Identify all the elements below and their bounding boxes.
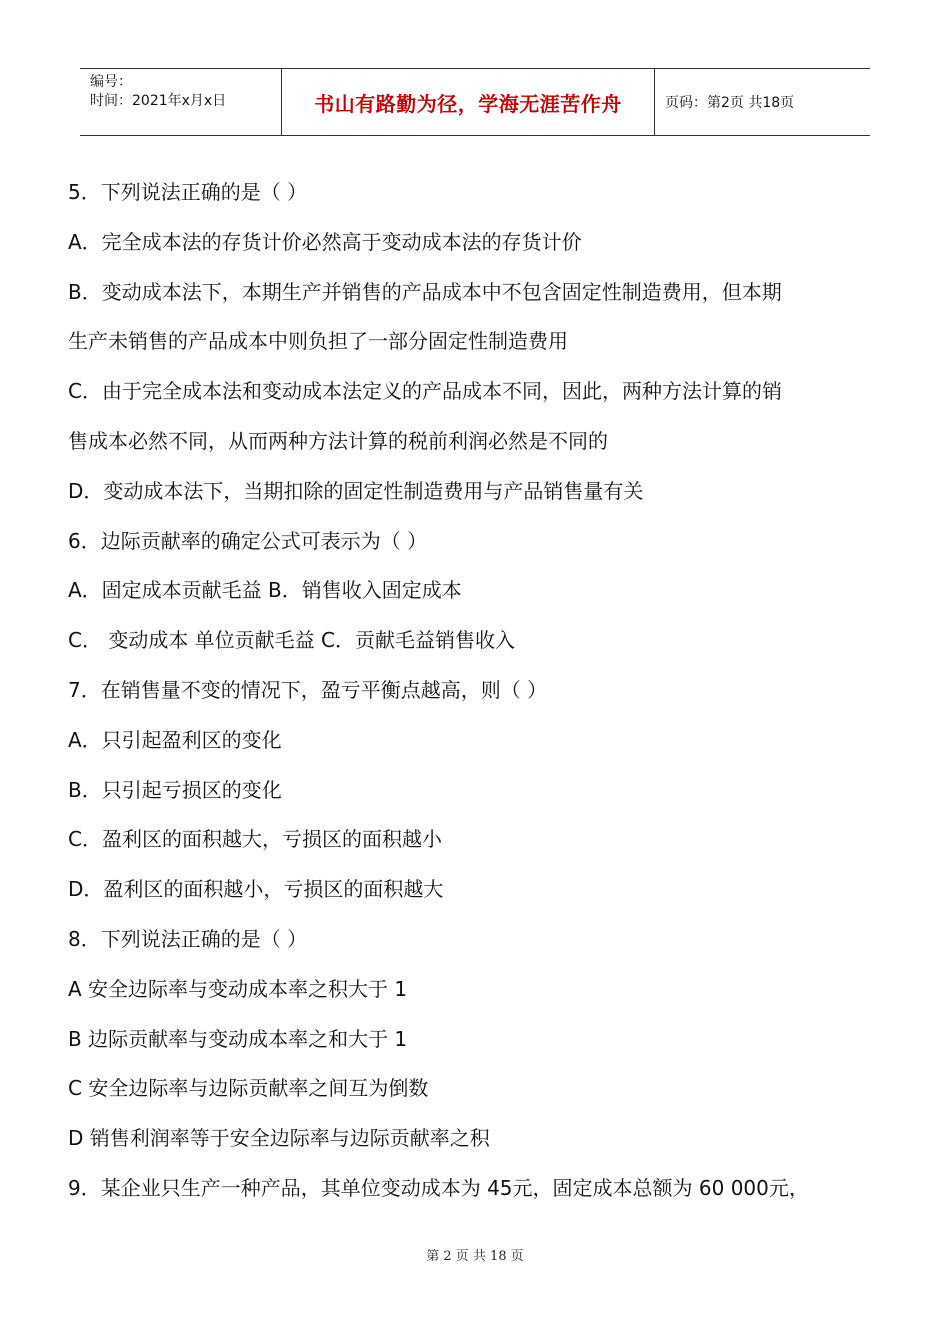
text-line: D．盈利区的面积越小，亏损区的面积越大 bbox=[68, 877, 444, 902]
text-line: D．变动成本法下，当期扣除的固定性制造费用与产品销售量有关 bbox=[68, 478, 644, 503]
text-line: 7．在销售量不变的情况下，盈亏平衡点越高，则（ ） bbox=[68, 677, 548, 702]
text-line: 生产未销售的产品成本中则负担了一部分固定性制造费用 bbox=[68, 329, 568, 354]
header-page-cell bbox=[655, 69, 870, 135]
page-header bbox=[80, 68, 870, 136]
text-line: 8．下列说法正确的是（ ） bbox=[68, 926, 308, 951]
page-footer: 第 2 页 共 18 页 bbox=[426, 1249, 524, 1264]
page-number-label: 页码：第2页 共18页 bbox=[665, 95, 795, 111]
text-line: A．完全成本法的存货计价必然高于变动成本法的存货计价 bbox=[68, 229, 582, 254]
text-line: B．只引起亏损区的变化 bbox=[68, 777, 282, 802]
text-line: 5．下列说法正确的是（ ） bbox=[68, 180, 308, 204]
text-line: 9．某企业只生产一种产品，其单位变动成本为 45元，固定成本总额为 60 000元， bbox=[68, 1175, 809, 1200]
document-body bbox=[68, 168, 888, 1214]
serial-label: 编号： bbox=[90, 74, 132, 90]
text-line: D 销售利润率等于安全边际率与边际贡献率之积 bbox=[68, 1126, 490, 1151]
header-motto-cell bbox=[282, 69, 655, 135]
text-line: C． 变动成本 单位贡献毛益 C．贡献毛益销售收入 bbox=[68, 628, 516, 653]
motto-text: 书山有路勤为径，学海无涯苦作舟 bbox=[314, 91, 622, 116]
text-line: A．固定成本贡献毛益 B．销售收入固定成本 bbox=[68, 578, 462, 603]
header-meta bbox=[80, 69, 282, 135]
text-line: C 安全边际率与边际贡献率之间互为倒数 bbox=[68, 1076, 429, 1101]
text-line: B 边际贡献率与变动成本率之和大于 1 bbox=[68, 1026, 408, 1051]
text-line: B．变动成本法下，本期生产并销售的产品成本中不包含固定性制造费用，但本期 bbox=[68, 279, 782, 304]
time-label: 时间：2021年x月x日 bbox=[90, 93, 227, 109]
text-line: C．盈利区的面积越大，亏损区的面积越小 bbox=[68, 827, 442, 852]
text-line: A．只引起盈利区的变化 bbox=[68, 727, 282, 752]
text-line: A 安全边际率与变动成本率之积大于 1 bbox=[68, 976, 408, 1001]
text-line: 6．边际贡献率的确定公式可表示为（ ） bbox=[68, 528, 428, 553]
text-line: C．由于完全成本法和变动成本法定义的产品成本不同，因此，两种方法计算的销 bbox=[68, 379, 782, 404]
text-line: 售成本必然不同，从而两种方法计算的税前利润必然是不同的 bbox=[68, 428, 608, 453]
